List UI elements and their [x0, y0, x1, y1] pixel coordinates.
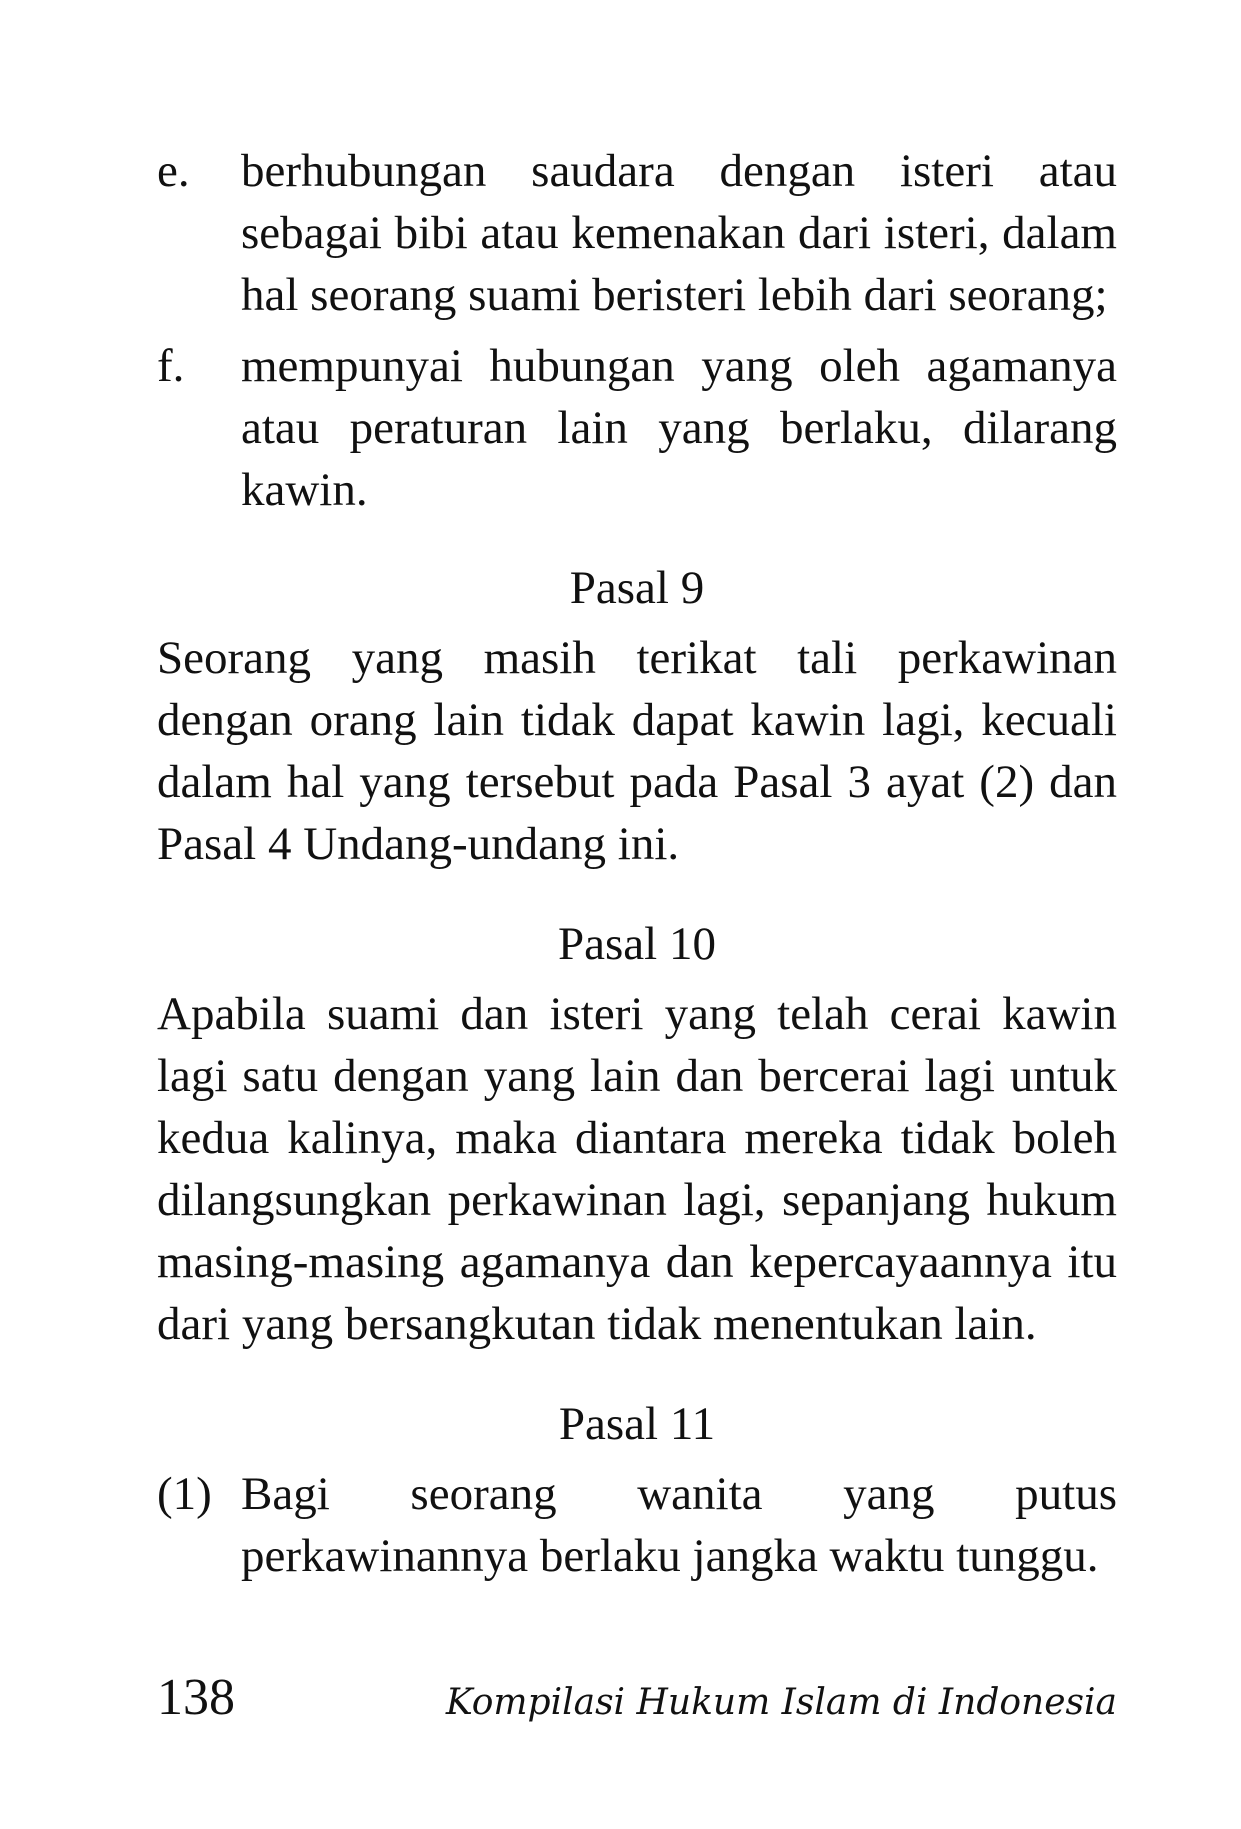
- list-item-e: [157, 140, 1117, 326]
- list-text: mempunyai hubungan yang oleh agamanya atau peraturan lain yang berlaku, dilarang kawin.: [241, 340, 1117, 516]
- list-item-f: [157, 335, 1117, 521]
- pasal-9-text: Seorang yang masih terikat tali perkawinan dengan orang lain tidak dapat kawin lagi, kecuali dalam hal yang tersebut pada Pasal 3 ayat (2) dan Pasal 4 Undang-undang ini.: [157, 632, 1117, 870]
- pasal-11-item-1: [157, 1463, 1117, 1587]
- list-marker: (1): [157, 1468, 212, 1520]
- pasal-10-heading: Pasal 10: [558, 918, 716, 970]
- pasal-9-heading: Pasal 9: [569, 562, 705, 614]
- book-title: Kompilasi Hukum Islam di Indonesia: [445, 1682, 1117, 1723]
- page-footer: [157, 1668, 1117, 1748]
- pasal-11-heading: Pasal 11: [558, 1398, 716, 1450]
- list-text: berhubungan saudara dengan isteri atau sebagai bibi atau kemenakan dari isteri, dalam hal seorang suami beristeri lebih dari seorang;: [241, 145, 1117, 321]
- list-marker: f.: [157, 340, 185, 392]
- page-number: 138: [157, 1669, 235, 1726]
- pasal-10-text: Apabila suami dan isteri yang telah cerai kawin lagi satu dengan yang lain dan bercerai lagi untuk kedua kalinya, maka diantara mereka tidak boleh dilangsungkan perkawinan lagi, sepanjang hukum masing-masing agamanya dan kepercayaannya itu dari yang bersangkutan tidak menentukan lain.: [157, 988, 1117, 1350]
- page-content: [157, 140, 1117, 1587]
- list-text: Bagi seorang wanita yang putus perkawinannya berlaku jangka waktu tunggu.: [241, 1468, 1117, 1582]
- list-marker: e.: [157, 145, 190, 197]
